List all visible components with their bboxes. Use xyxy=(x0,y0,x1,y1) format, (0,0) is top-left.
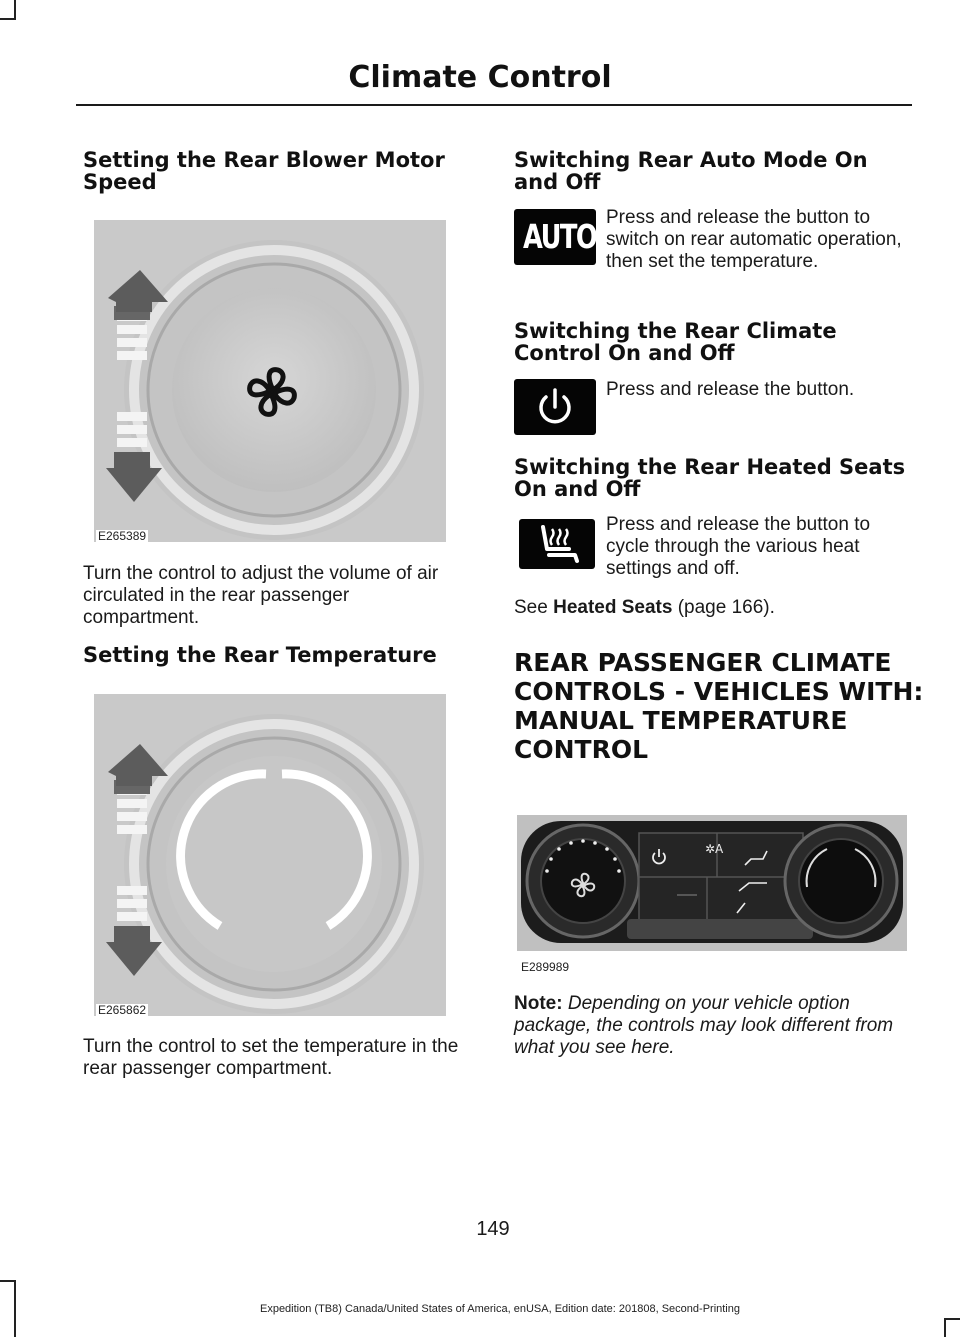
heated-seat-button-icon xyxy=(519,519,595,569)
figure-code: E289989 xyxy=(521,960,570,974)
temp-figure xyxy=(94,694,446,1016)
heated-seats-link[interactable]: Heated Seats xyxy=(553,597,673,618)
temp-heading: Setting the Rear Temperature xyxy=(83,643,437,667)
power-heading: Switching the Rear Climate Control On and Off xyxy=(514,319,837,365)
power-text: Press and release the button. xyxy=(606,379,855,400)
temp-text: Turn the control to set the temperature in the rear passenger compartment. xyxy=(83,1036,459,1079)
auto-icon-label: AUTO xyxy=(523,217,597,256)
climate-panel-figure xyxy=(517,815,907,975)
section-heading-line: CONTROLS - VEHICLES WITH: xyxy=(514,677,924,706)
see-reference xyxy=(514,597,914,619)
see-suffix: (page 166). xyxy=(672,597,775,618)
svg-text:✲A: ✲A xyxy=(705,842,724,856)
climate-panel-illustration xyxy=(517,815,907,955)
note-label: Note: xyxy=(514,993,563,1014)
crop-mark xyxy=(944,1318,960,1320)
note-text: Depending on your vehicle option package, the controls may look different from what you see here. xyxy=(514,993,894,1058)
page-number: 149 xyxy=(476,1218,510,1240)
header-rule xyxy=(76,104,912,106)
seats-text: Press and release the button to cycle through the various heat settings and off. xyxy=(606,514,871,579)
blower-text: Turn the control to adjust the volume of air circulated in the rear passenger compartment. xyxy=(83,563,439,628)
power-button-icon xyxy=(514,379,596,435)
auto-text xyxy=(514,207,909,273)
auto-text-content: Press and release the button to switch on rear automatic operation, then set the temperature. xyxy=(606,207,902,272)
page-title: Climate Control xyxy=(348,60,612,95)
crop-mark xyxy=(0,1280,16,1282)
figure-code: E265389 xyxy=(98,529,147,542)
see-prefix: See xyxy=(514,597,554,618)
section-heading xyxy=(514,648,934,764)
section-heading-line: REAR PASSENGER CLIMATE xyxy=(514,648,892,677)
power-icon xyxy=(514,379,596,435)
blower-figure xyxy=(94,220,446,542)
figure-code: E265862 xyxy=(98,1003,147,1016)
auto-heading: Switching Rear Auto Mode On and Off xyxy=(514,148,868,194)
crop-mark xyxy=(0,18,16,20)
seats-heading: Switching the Rear Heated Seats On and Off xyxy=(514,455,906,501)
edition-info: Expedition (TB8) Canada/United States of America, enUSA, Edition date: 201808, Second-Printing xyxy=(259,1303,740,1315)
section-heading-line: MANUAL TEMPERATURE xyxy=(514,706,848,735)
note xyxy=(514,993,894,1059)
blower-dial-illustration xyxy=(94,220,446,542)
section-heading-line: CONTROL xyxy=(514,735,649,764)
crop-mark xyxy=(944,1318,946,1337)
icon-float-spacer xyxy=(514,207,606,273)
blower-heading: Setting the Rear Blower Motor Speed xyxy=(83,148,445,194)
heated-seat-icon xyxy=(519,519,595,569)
crop-mark xyxy=(14,0,16,20)
temp-dial-illustration xyxy=(94,694,446,1016)
